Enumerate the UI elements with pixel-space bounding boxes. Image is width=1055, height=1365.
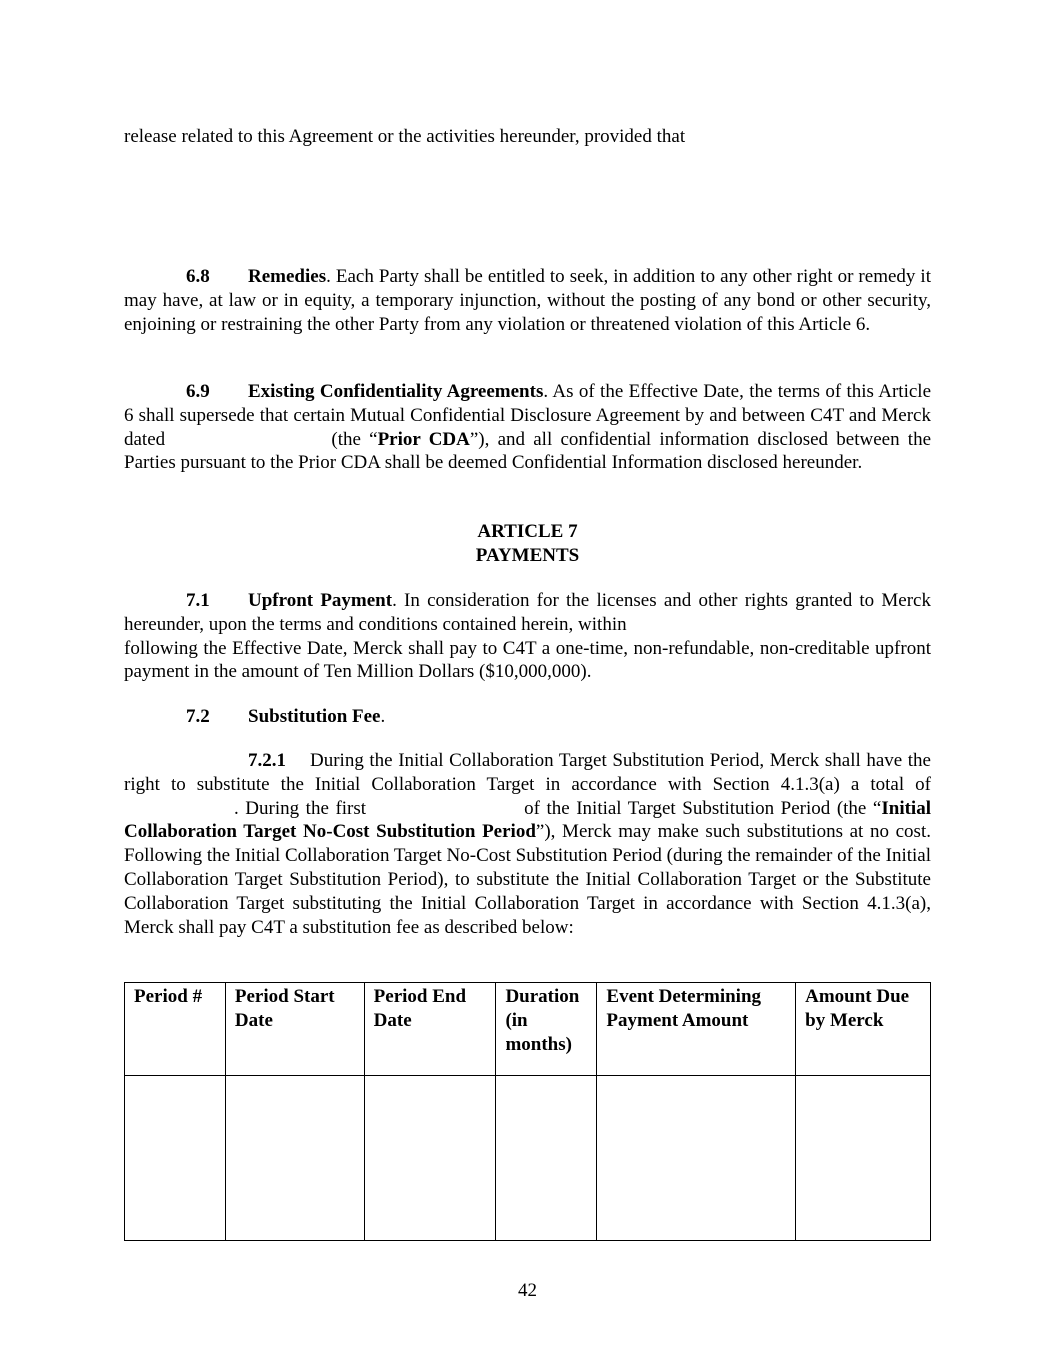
section-text: . In consideration for the licenses and other rights granted to Merck hereunder, upon the terms and conditions contained herein, within	[124, 590, 931, 635]
table-cell	[597, 1076, 796, 1241]
substitution-fee-table	[124, 982, 931, 1241]
table-header-period-start: Period Start Date	[225, 983, 364, 1076]
section-number: 7.2	[186, 706, 210, 727]
article-heading	[124, 520, 931, 568]
section-7-2-1	[124, 749, 931, 939]
table-cell	[225, 1076, 364, 1241]
section-text: ”), and all confidential information disclosed between the Parties pursuant to the Prior CDA shall be deemed Confidential Information disclosed hereunder.	[124, 428, 931, 474]
defined-term: Initial Collaboration Target No-Cost Substitution Period	[124, 797, 931, 843]
section-number: 7.2.1	[248, 750, 286, 771]
section-heading: Substitution Fee	[248, 706, 381, 727]
table-cell	[125, 1076, 226, 1241]
table-header-period-number: Period #	[125, 983, 226, 1076]
section-number: 6.9	[186, 381, 210, 402]
section-number: 6.8	[186, 266, 210, 287]
section-heading: Remedies	[248, 266, 327, 287]
table-cell	[796, 1076, 931, 1241]
section-text: . As of the Effective Date, the terms of this Article 6 shall supersede that certain Mutual Confidential Disclosure Agreement by and between C4T and Merck dated	[124, 381, 932, 450]
section-text: following the Effective Date, Merck shall pay to C4T a one-time, non-refundable, non-creditable upfront payment in the amount of Ten Million Dollars ($10,000,000).	[124, 637, 931, 683]
section-number: 7.1	[186, 590, 210, 611]
section-text: .	[380, 706, 386, 727]
section-text: (the “	[331, 428, 378, 450]
table-header-event: Event Determining Payment Amount	[597, 983, 796, 1076]
table-header-amount-due: Amount Due by Merck	[796, 983, 931, 1076]
defined-term: Prior CDA	[377, 428, 470, 450]
section-7-2	[124, 705, 931, 729]
section-heading: Existing Confidentiality Agreements	[248, 381, 544, 402]
section-text: of the Initial Target Substitution Period (the “	[524, 797, 882, 819]
section-text: ”), Merck may make such substitutions at no cost. Following the Initial Collaboration Target No-Cost Substitution Period (during the remainder of the Initial Collaboration Target Substitution Period), to substitute the Initial Collaboration Target or the Substitute Collaboration Target substituting the Initial Collaboration Target in accordance with Section 4.1.3(a), Merck shall pay C4T a substitution fee as described below:	[124, 821, 931, 938]
section-7-1	[124, 589, 931, 684]
table-row	[125, 1076, 931, 1241]
table-header-period-end: Period End Date	[364, 983, 496, 1076]
page-number: 42	[518, 1280, 537, 1301]
section-text: . During the first	[234, 797, 367, 819]
section-text: . Each Party shall be entitled to seek, in addition to any other right or remedy it may have, at law or in equity, a temporary injunction, without the posting of any bond or other security, enjoining or restraining the other Party from any violation or threatened violation of this Article 6.	[124, 266, 931, 335]
table-header-duration: Duration (in months)	[496, 983, 597, 1076]
table-cell	[496, 1076, 597, 1241]
continuation-paragraph	[124, 125, 931, 149]
article-title: PAYMENTS	[475, 544, 580, 566]
table-cell	[364, 1076, 496, 1241]
continuation-text: release related to this Agreement or the activities hereunder, provided that	[124, 126, 686, 147]
section-text: During the Initial Collaboration Target Substitution Period, Merck shall have the right to substitute the Initial Collaboration Target in accordance with Section 4.1.3(a) a total of	[124, 750, 931, 795]
section-6-9	[124, 380, 931, 475]
section-6-8	[124, 265, 931, 336]
table-header-row	[125, 983, 931, 1076]
section-heading: Upfront Payment	[248, 590, 393, 611]
article-label: ARTICLE 7	[477, 521, 578, 542]
